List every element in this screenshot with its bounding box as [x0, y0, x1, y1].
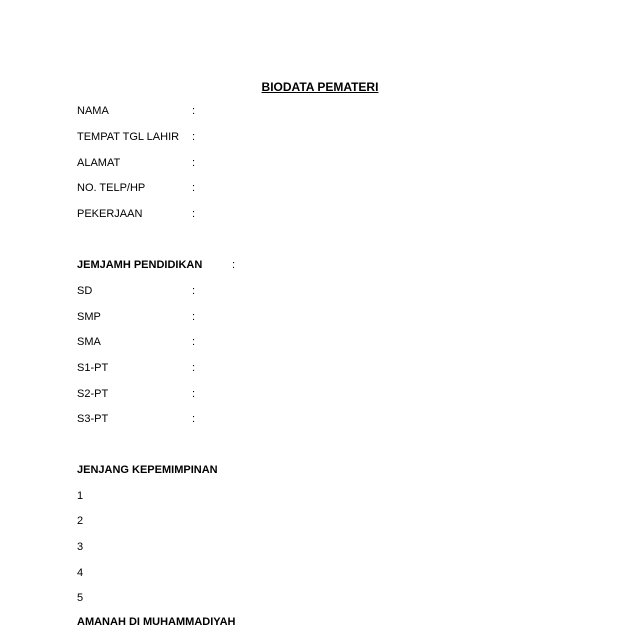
field-colon: : [192, 182, 196, 194]
education-heading-colon: : [232, 259, 236, 271]
field-colon: : [192, 285, 196, 297]
field-colon: : [192, 413, 196, 425]
field-label: NO. TELP/HP [77, 182, 146, 194]
field-label: NAMA [77, 105, 109, 117]
field-label: S3-PT [77, 413, 109, 425]
field-label: TEMPAT TGL LAHIR [77, 131, 180, 143]
leadership-heading: JENJANG KEPEMIMPINAN [77, 464, 218, 476]
education-heading: JEMJAMH PENDIDIKAN [77, 259, 203, 271]
field-label: SMA [77, 336, 101, 348]
field-colon: : [192, 388, 196, 400]
field-colon: : [192, 131, 196, 143]
document-title [0, 80, 638, 94]
amanah-heading: AMANAH DI MUHAMMADIYAH [77, 616, 236, 628]
document-title-text: BIODATA PEMATERI [261, 80, 379, 94]
leadership-item-number: 1 [77, 490, 84, 502]
field-label: ALAMAT [77, 157, 121, 169]
field-label: S2-PT [77, 388, 109, 400]
leadership-item-number: 2 [77, 515, 84, 527]
field-colon: : [192, 311, 196, 323]
leadership-item-number: 5 [77, 592, 84, 604]
field-colon: : [192, 362, 196, 374]
field-label: SMP [77, 311, 101, 323]
field-colon: : [192, 336, 196, 348]
field-label: S1-PT [77, 362, 109, 374]
field-colon: : [192, 157, 196, 169]
leadership-item-number: 3 [77, 541, 84, 553]
field-colon: : [192, 208, 196, 220]
leadership-item-number: 4 [77, 567, 84, 579]
field-colon: : [192, 105, 196, 117]
field-label: SD [77, 285, 93, 297]
field-label: PEKERJAAN [77, 208, 143, 220]
